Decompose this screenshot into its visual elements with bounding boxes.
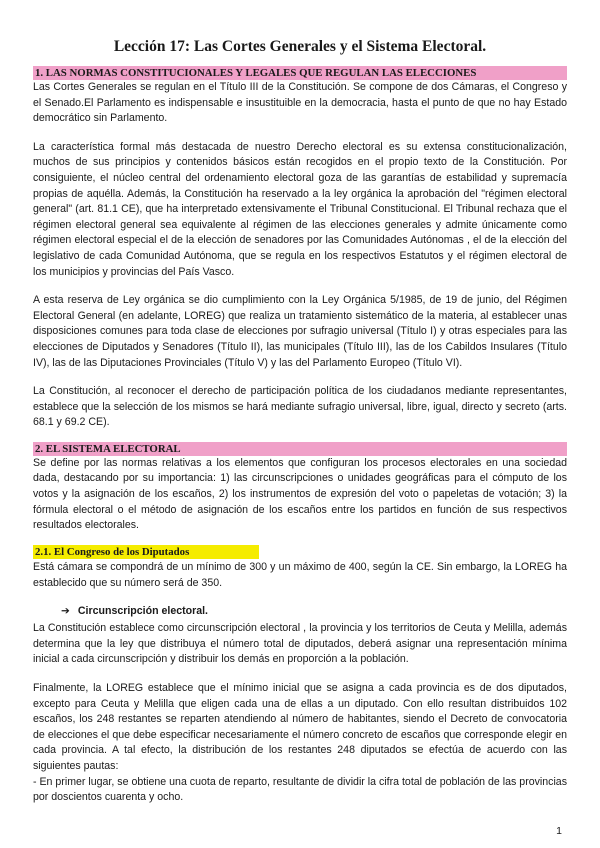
document-body [33,66,567,806]
page-title: Lección 17: Las Cortes Generales y el Sistema Electoral. [113,38,487,55]
section-2-heading: 2. EL SISTEMA ELECTORAL [33,442,567,456]
paragraph: Las Cortes Generales se regulan en el Título III de la Constitución. Se compone de dos Cámaras, el Congreso y el Senado.El Parlamento es indispensable e insustituible en la democracia, hasta el punto de que no hay Estado democrático sin Parlamento. [33,81,567,125]
paragraph: Está cámara se compondrá de un mínimo de 300 y un máximo de 400, según la CE. Sin embargo, la LOREG ha establecido que su número será de 350. [33,561,567,590]
paragraph: A esta reserva de Ley orgánica se dio cumplimiento con la Ley Orgánica 5/1985, de 19 de junio, del Régimen Electoral General (en adelante, LOREG) que realiza un tratamiento sistemático de la materia, al establecer unas disposiciones comunes para toda clase de elecciones por sufragio universal (Título I) y otras especiales para las elecciones de Diputados y Senadores (Título II), las municipales (Título III), las de los Cabildos Insulares (Título IV), las de las Diputaciones Provinciales (Título V) y las del Parlamento Europeo (Título VI). [33,294,567,369]
paragraph: La Constitución establece como circunscripción electoral , la provincia y los territorios de Ceuta y Melilla, además determina que la ley que distribuya el número total de diputados, deberá asignar una representación mínima inicial a cada circunscripción y distribuir los demás en proporción a la población. [33,622,567,666]
section-2-1-heading: 2.1. El Congreso de los Diputados [33,545,259,559]
arrow-icon: ➔ [61,604,70,617]
paragraph: La característica formal más destacada de nuestro Derecho electoral es su extensa constitucionalización, muchos de sus principios y contenidos básicos están recogidos en el propio texto de la Constitución. Por consiguiente, el núcleo central del ordenamiento electoral goza de las garantías de estabilidad y supremacía propias de aquélla. Además, la Constitución ha reservado a la ley orgánica la aprobación del "régimen electoral general" (art. 81.1 CE), que ha interpretado extensivamente el Tribunal Constitucional. El Tribunal rechaza que el régimen electoral general sea equivalente al régimen de las elecciones generales y admite únicamente como régimen electoral especial el de la elección de senadores por las Comunidades Autónomas , el de la elección del legislativo de cada Comunidad Autónoma, que se regula en los respectivos Estatutos y el régimen electoral de los municipios y provincias del País Vasco. [33,140,567,278]
paragraph: Finalmente, la LOREG establece que el mínimo inicial que se asigna a cada provincia es de dos diputados, excepto para Ceuta y Melilla que eligen cada una de ellas a un diputado. Con ello resultan distribuidos 102 escaños, los 248 restantes se reparten atendiendo al número de habitantes, siendo el Decreto de convocatoria de elecciones el que debe especificar necesariamente el número concreto de escaños que corresponde elegir en cada provincia. A tal efecto, la distribución de los restantes 248 diputados se efectúa de acuerdo con las siguientes pautas: [33,682,567,772]
paragraph: Se define por las normas relativas a los elementos que configuran los procesos electorales en una sociedad dada, destacando por su importancia: 1) las circunscripciones o unidades geográficas para el cómputo de los votos y la asignación de los escaños, 2) los instrumentos de expresión del voto o papeletas de votación; 3) la fórmula electoral o el método de asignación de los escaños entre los partidos en función de sus respectivos resultados electorales. [33,456,567,532]
subheading-label: Circunscripción electoral. [77,604,209,617]
section-1-heading: 1. LAS NORMAS CONSTITUCIONALES Y LEGALES QUE REGULAN LAS ELECCIONES [33,66,567,80]
page-number: 1 [556,825,562,837]
subheading-circunscripcion [61,604,567,620]
paragraph: La Constitución, al reconocer el derecho de participación política de los ciudadanos mediante representantes, establece que la selección de los mismos se hará mediante sufragio universal, libre, igual, directo y secreto (arts. 68.1 y 69.2 CE). [33,385,567,429]
paragraph: - En primer lugar, se obtiene una cuota de reparto, resultante de dividir la cifra total de población de las provincias por doscientos cuarenta y ocho. [33,775,567,804]
